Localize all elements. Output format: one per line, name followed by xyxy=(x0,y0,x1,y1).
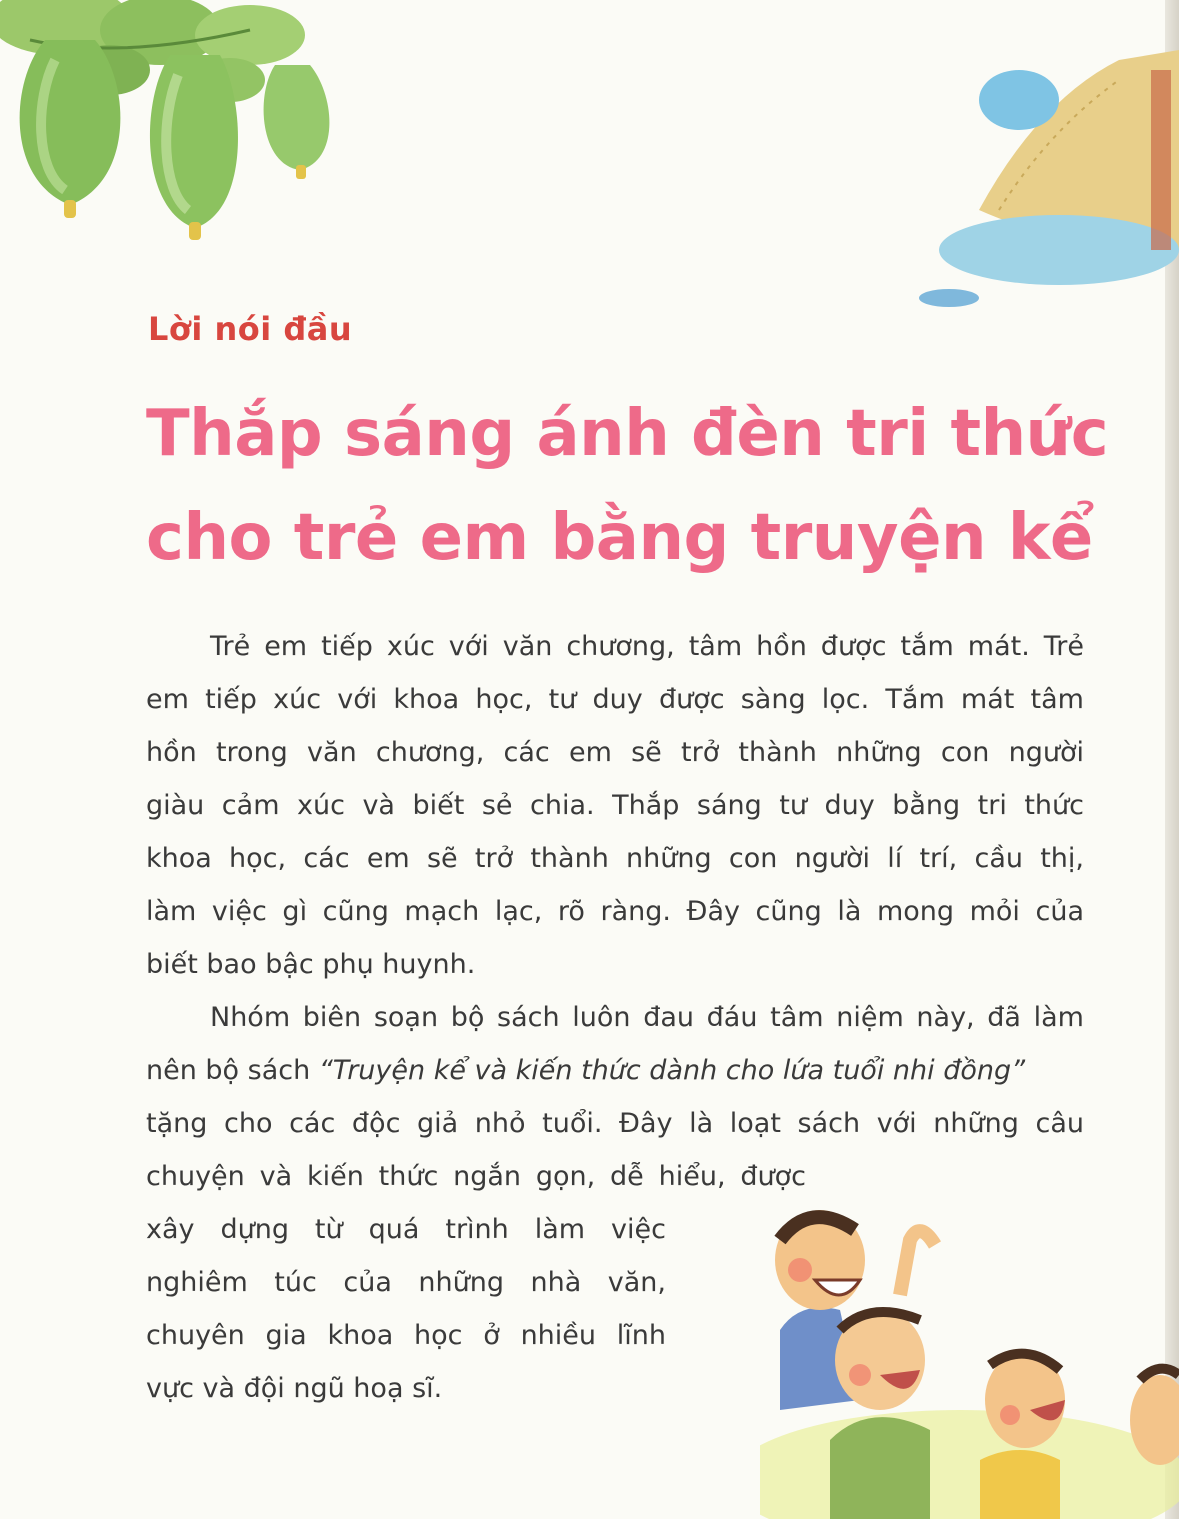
book-series-title: “Truyện kể và kiến thức dành cho lứa tuổi nhi đồng” xyxy=(318,1055,1026,1086)
p1-line-3: hồn trong văn chương, các em sẽ trở thành những con người xyxy=(146,737,1084,768)
p2-line-1: Nhóm biên soạn bộ sách luôn đau đáu tâm niệm này, đã làm xyxy=(210,1002,1084,1033)
p2-line-6: nghiêm túc của những nhà văn, xyxy=(146,1267,666,1298)
p1-line-5: khoa học, các em sẽ trở thành những con người lí trí, cầu thị, xyxy=(146,843,1084,874)
p2-line-5: xây dựng từ quá trình làm việc xyxy=(146,1214,666,1245)
gourd-1 xyxy=(20,40,121,218)
title-line-1: Thắp sáng ánh đèn tri thức xyxy=(146,397,1109,471)
gourd-2 xyxy=(150,55,238,240)
preface-title xyxy=(146,382,1156,590)
children-illustration xyxy=(760,1200,1179,1519)
gourd-3 xyxy=(264,65,330,179)
p2-line-4: chuyện và kiến thức ngắn gọn, dễ hiểu, được xyxy=(146,1161,806,1192)
p2-line-2 xyxy=(146,1044,1025,1097)
p2-line-2-prefix: nên bộ sách xyxy=(146,1055,319,1086)
p2-line-8: vực và đội ngũ hoạ sĩ. xyxy=(146,1373,443,1404)
p1-line-2: em tiếp xúc với khoa học, tư duy được sàng lọc. Tắm mát tâm xyxy=(146,684,1084,715)
p1-line-1: Trẻ em tiếp xúc với văn chương, tâm hồn được tắm mát. Trẻ xyxy=(210,631,1084,662)
p1-line-6: làm việc gì cũng mạch lạc, rõ ràng. Đây cũng là mong mỏi của xyxy=(146,896,1084,927)
hill-illustration xyxy=(919,40,1179,310)
p1-line-4: giàu cảm xúc và biết sẻ chia. Thắp sáng tư duy bằng tri thức xyxy=(146,790,1084,821)
p2-line-3: tặng cho các độc giả nhỏ tuổi. Đây là loạt sách với những câu xyxy=(146,1108,1084,1139)
preface-kicker: Lời nói đầu xyxy=(148,310,353,348)
p1-line-7: biết bao bậc phụ huynh. xyxy=(146,949,476,980)
gourd-illustration xyxy=(0,0,340,250)
p2-line-7: chuyên gia khoa học ở nhiều lĩnh xyxy=(146,1320,666,1351)
title-line-2: cho trẻ em bằng truyện kể xyxy=(146,501,1093,575)
